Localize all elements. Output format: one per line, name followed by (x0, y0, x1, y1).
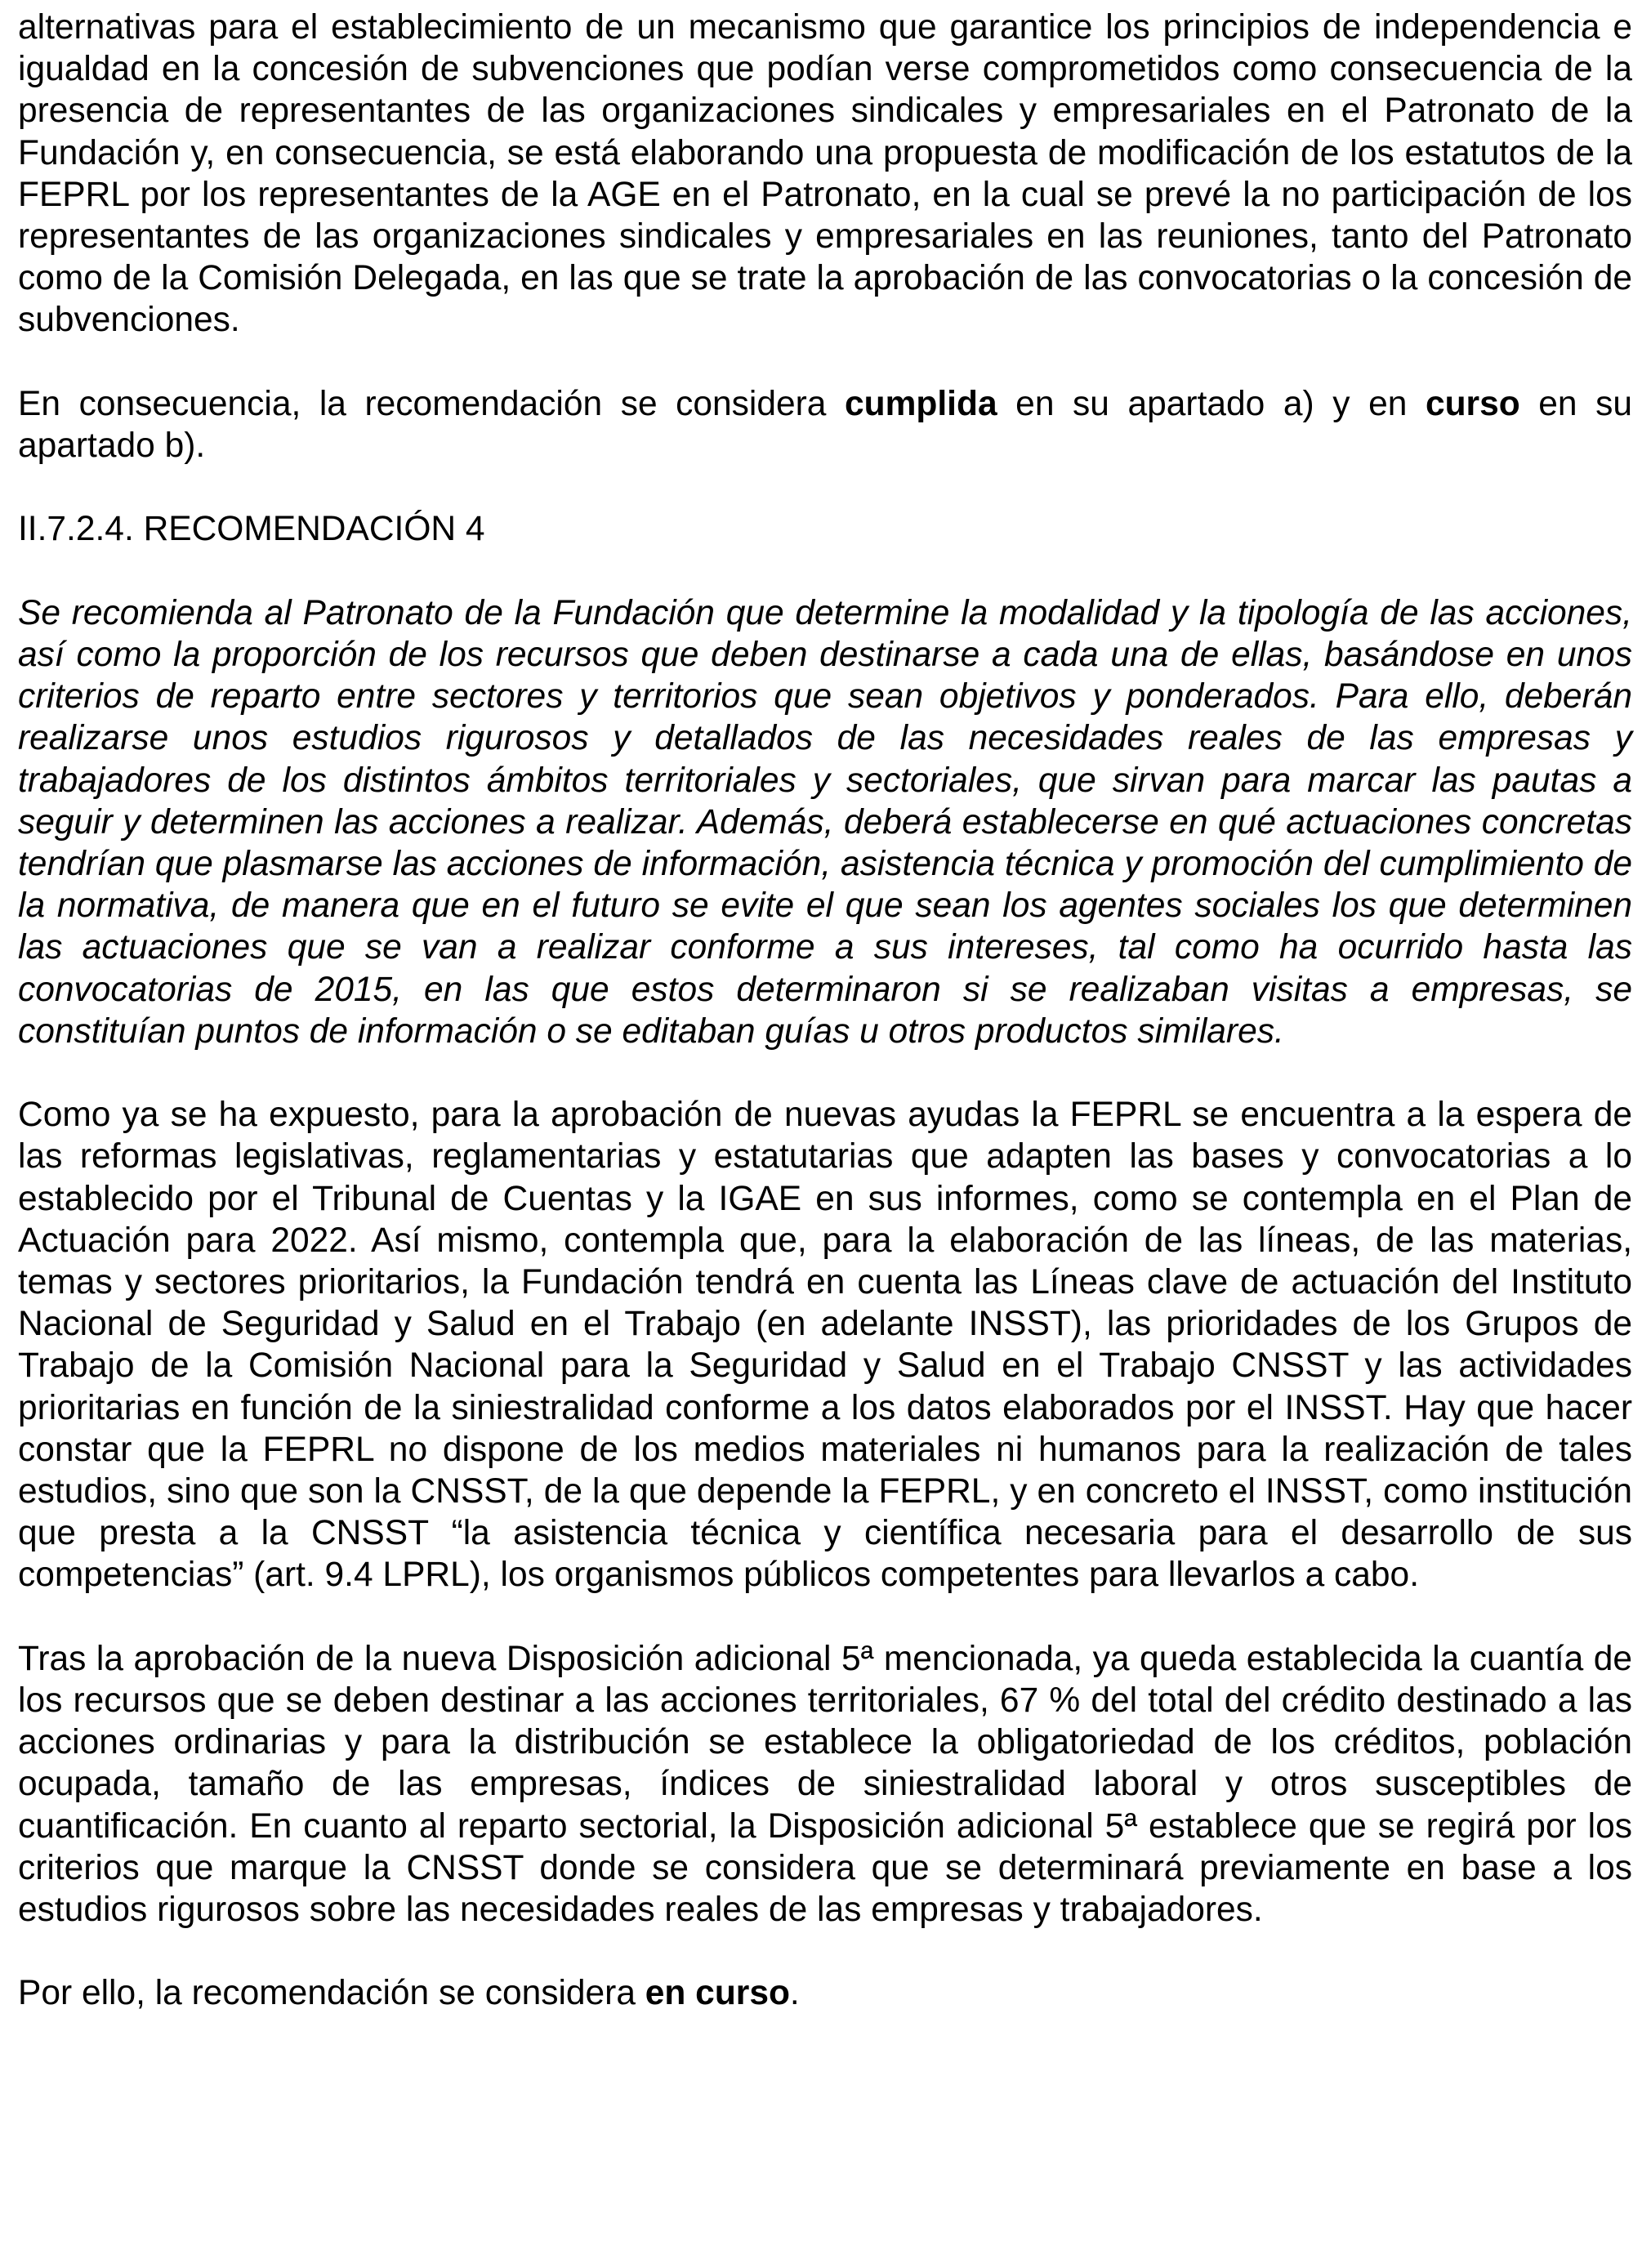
conclusion-recommendation-3 (18, 383, 1632, 467)
conclusion-text: . (789, 1974, 800, 2013)
paragraph-feprl-reforms: Como ya se ha expuesto, para la aprobación de nuevas ayudas la FEPRL se encuentra a la espera de las reformas legislativas, reglamentarias y estatutarias que adapten las bases y convocatorias a lo establecido por el Tribunal de Cuentas y la IGAE en sus informes, como se contempla en el Plan de Actuación para 2022. Así mismo, contempla que, para la elaboración de las líneas, de las materias, temas y sectores prioritarios, la Fundación tendrá en cuenta las Líneas clave de actuación del Instituto Nacional de Seguridad y Salud en el Trabajo (en adelante INSST), las prioridades de los Grupos de Trabajo de la Comisión Nacional para la Seguridad y Salud en el Trabajo CNSST y las actividades prioritarias en función de la siniestralidad conforme a los datos elaborados por el INSST. Hay que hacer constar que la FEPRL no dispone de los medios materiales ni humanos para la realización de tales estudios, sino que son la CNSST, de la que depende la FEPRL, y en concreto el INSST, como institución que presta a la CNSST “la asistencia técnica y científica necesaria para el desarrollo de sus competencias” (art. 9.4 LPRL), los organismos públicos competentes para llevarlos a cabo. (18, 1096, 1632, 1595)
section-heading: II.7.2.4. RECOMENDACIÓN 4 (18, 510, 485, 549)
status-en-curso: en curso (645, 1974, 790, 2013)
status-cumplida: cumplida (845, 384, 997, 423)
conclusion-text: en su apartado a) y en (997, 384, 1426, 423)
status-curso: curso (1425, 384, 1520, 423)
conclusion-recommendation-4 (18, 1972, 1632, 2014)
conclusion-text: Por ello, la recomendación se considera (18, 1974, 645, 2013)
recommendation-4-text: Se recomienda al Patronato de la Fundación que determine la modalidad y la tipología de las acciones, así como la proporción de los recursos que deben destinarse a cada una de ellas, basándose en unos criterios de reparto entre sectores y territorios que sean objetivos y ponderados. Para ello, deberán realizarse unos estudios rigurosos y detallados de las necesidades reales de las empresas y trabajadores de los distintos ámbitos territoriales y sectoriales, que sirvan para marcar las pautas a seguir y determinen las acciones a realizar. Además, deberá establecerse en qué actuaciones concretas tendrían que plasmarse las acciones de información, asistencia técnica y promoción del cumplimiento de la normativa, de manera que en el futuro se evite el que sean los agentes sociales los que determinen las actuaciones que se van a realizar conforme a sus intereses, tal como ha ocurrido hasta las convocatorias de 2015, en las que estos determinaron si se realizaban visitas a empresas, se constituían puntos de información o se editaban guías u otros productos similares. (18, 593, 1632, 1051)
conclusion-text: en su apartado b). (18, 384, 1632, 466)
paragraph-independence: alternativas para el establecimiento de un mecanismo que garantice los principios de independencia e igualdad en la concesión de subvenciones que podían verse comprometidos como consecuencia de la presencia de representantes de las organizaciones sindicales y empresariales en el Patronato de la Fundación y, en consecuencia, se está elaborando una propuesta de modificación de los estatutos de la FEPRL por los representantes de la AGE en el Patronato, en la cual se prevé la no participación de los representantes de las organizaciones sindicales y empresariales en las reuniones, tanto del Patronato como de la Comisión Delegada, en las que se trate la aprobación de las convocatorias o la concesión de subvenciones. (18, 8, 1632, 340)
paragraph-disposicion-adicional: Tras la aprobación de la nueva Disposición adicional 5ª mencionada, ya queda establecida la cuantía de los recursos que se deben destinar a las acciones territoriales, 67 % del total del crédito destinado a las acciones ordinarias y para la distribución se establece la obligatoriedad de los créditos, población ocupada, tamaño de las empresas, índices de siniestralidad laboral y otros susceptibles de cuantificación. En cuanto al reparto sectorial, la Disposición adicional 5ª establece que se regirá por los criterios que marque la CNSST donde se considera que se determinará previamente en base a los estudios rigurosos sobre las necesidades reales de las empresas y trabajadores. (18, 1639, 1632, 1930)
document-page (18, 7, 1632, 2056)
conclusion-text: En consecuencia, la recomendación se considera (18, 384, 846, 423)
